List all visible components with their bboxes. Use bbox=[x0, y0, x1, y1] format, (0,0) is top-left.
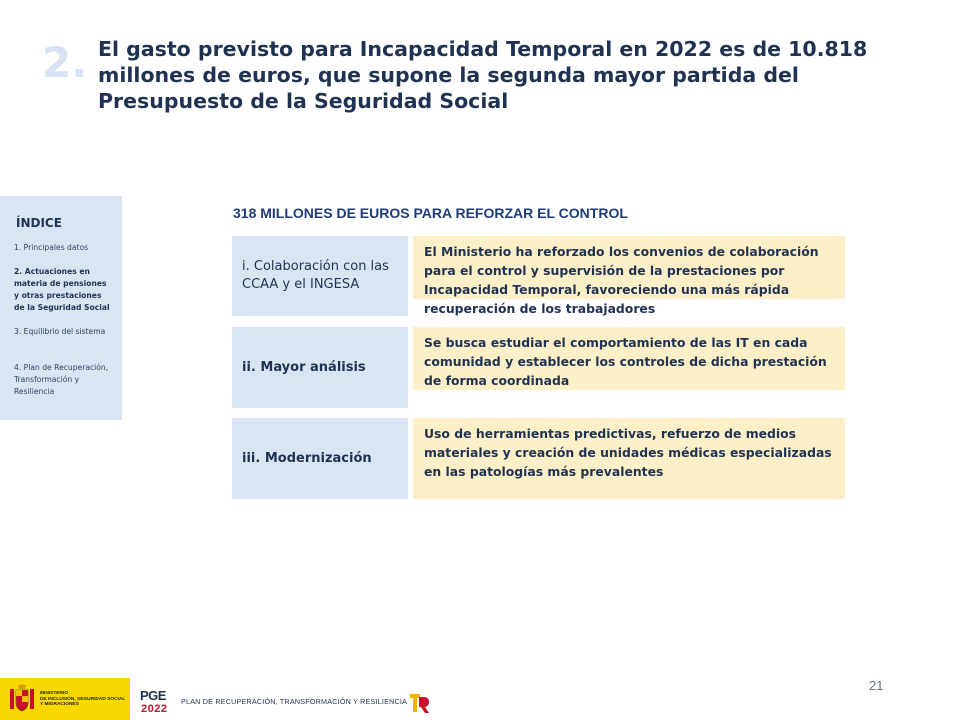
index-title: ÍNDICE bbox=[16, 216, 62, 230]
row-label-text: i. Colaboración con las CCAA y el INGESA bbox=[242, 259, 389, 292]
row-label-analisis bbox=[232, 327, 408, 408]
index-item-equilibrio[interactable]: 3. Equilibrio del sistema bbox=[14, 327, 106, 336]
row-label-text: iii. Modernización bbox=[242, 450, 372, 466]
section-number: 2. bbox=[42, 38, 88, 87]
index-item-plan-recuperacion[interactable]: 4. Plan de Recuperación, Transformación y Resiliencia bbox=[14, 363, 109, 396]
page-title: El gasto previsto para Incapacidad Temporal en 2022 es de 10.818 millones de euros, que supone la segunda mayor partida del Presupuesto de la Seguridad Social bbox=[98, 37, 868, 113]
row-description-colaboracion bbox=[413, 236, 845, 316]
row-description-text: Uso de herramientas predictivas, refuerzo de medios materiales y creación de unidades médicas especializadas en las patologías más prevalentes bbox=[424, 426, 832, 479]
row-label-text: ii. Mayor análisis bbox=[242, 359, 366, 375]
pge-label: PGE bbox=[140, 688, 166, 703]
pge-year: 2022 bbox=[141, 703, 168, 715]
row-label-colaboracion bbox=[232, 236, 408, 316]
row-label-modernizacion bbox=[232, 418, 408, 499]
index-item-actuaciones[interactable]: 2. Actuaciones en materia de pensiones y otras prestaciones de la Seguridad Social bbox=[14, 267, 110, 312]
row-description-modernizacion bbox=[413, 418, 845, 499]
pge-logo bbox=[140, 688, 176, 716]
plan-recuperacion-text: PLAN DE RECUPERACIÓN, TRANSFORMACIÓN Y RESILIENCIA bbox=[181, 697, 408, 706]
row-description-text: Se busca estudiar el comportamiento de las IT en cada comunidad y establecer los controles de dicha prestación de forma coordinada bbox=[424, 335, 827, 388]
row-description-analisis bbox=[413, 327, 845, 390]
ministry-logo bbox=[0, 678, 130, 720]
ministry-name: MINISTERIO DE INCLUSIÓN, SEGURIDAD SOCIAL Y MIGRACIONES bbox=[40, 691, 126, 708]
row-description-text: El Ministerio ha reforzado los convenios de colaboración para el control y supervisión de la prestaciones por Incapacidad Temporal, favoreciendo una más rápida recuperación de los trabajadores bbox=[424, 244, 819, 316]
index-item-principales-datos[interactable]: 1. Principales datos bbox=[14, 243, 89, 252]
coat-of-arms-icon bbox=[8, 684, 36, 714]
section-heading: 318 MILLONES DE EUROS PARA REFORZAR EL CONTROL bbox=[233, 205, 628, 221]
tr-logo-icon bbox=[409, 691, 431, 715]
index-panel bbox=[0, 196, 122, 420]
page-number: 21 bbox=[869, 678, 884, 693]
